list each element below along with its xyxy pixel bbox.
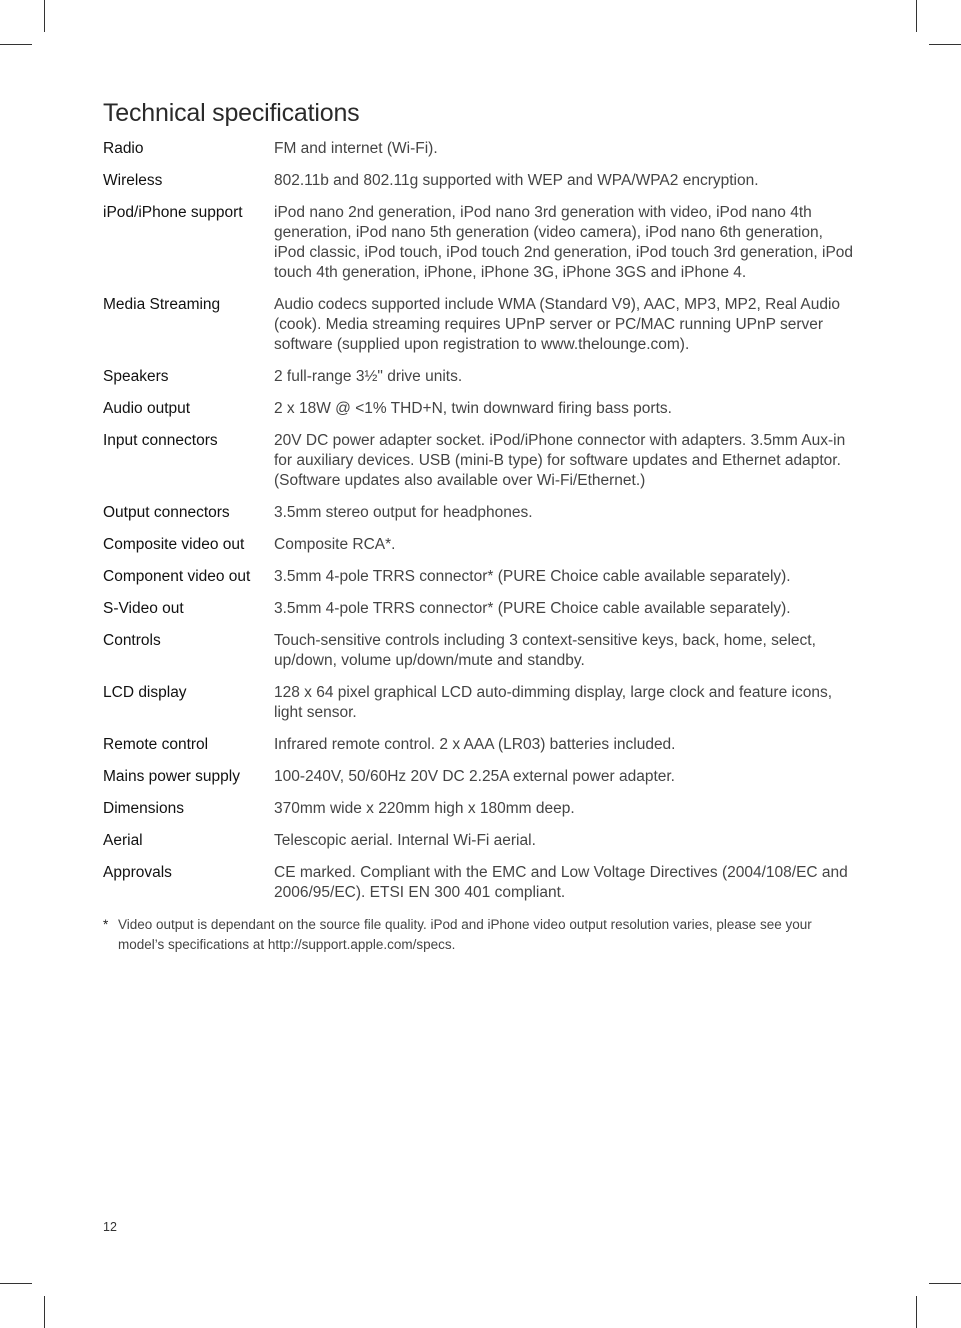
page-number: 12 <box>103 1220 117 1234</box>
spec-label: Audio output <box>103 400 191 417</box>
spec-value: Touch-sensitive controls including 3 context-sensitive keys, back, home, select, up/down, volume up/down/mute and standby. <box>274 632 816 669</box>
spec-value: 802.11b and 802.11g supported with WEP and WPA/WPA2 encryption. <box>274 172 759 189</box>
spec-label: Aerial <box>103 832 143 849</box>
spec-list <box>103 139 855 903</box>
crop-mark-top-left-vertical <box>44 0 45 32</box>
spec-row-ipod-iphone-support <box>103 203 855 283</box>
spec-label: Composite video out <box>103 536 245 553</box>
spec-value: 3.5mm stereo output for headphones. <box>274 504 533 521</box>
spec-label: Remote control <box>103 736 209 753</box>
footnote-mark: * <box>103 917 109 932</box>
spec-row-speakers <box>103 367 855 387</box>
footnote <box>103 915 855 955</box>
spec-label: iPod/iPhone support <box>103 204 243 221</box>
spec-value: iPod nano 2nd generation, iPod nano 3rd generation with video, iPod nano 4th generation, iPod nano 5th generation (video camera), iPod nano 6th generation, iPod classic, iPod touch, iPod touch 2nd generation, iPod touch 3rd generation, iPod touch 4th generation, iPhone, iPhone 3G, iPhone 3GS and iPhone 4. <box>274 204 854 281</box>
spec-row-aerial <box>103 831 855 851</box>
spec-label: Component video out <box>103 568 251 585</box>
spec-row-lcd-display <box>103 683 855 723</box>
spec-value: Infrared remote control. 2 x AAA (LR03) batteries included. <box>274 736 676 753</box>
spec-row-controls <box>103 631 855 671</box>
spec-row-component-video-out <box>103 567 855 587</box>
crop-mark-bottom-right-horizontal <box>929 1283 961 1284</box>
spec-value: FM and internet (Wi-Fi). <box>274 140 438 157</box>
spec-row-radio <box>103 139 855 159</box>
spec-row-composite-video-out <box>103 535 855 555</box>
spec-document <box>103 96 855 955</box>
spec-value: 128 x 64 pixel graphical LCD auto-dimming display, large clock and feature icons, light sensor. <box>274 684 833 721</box>
spec-value: CE marked. Compliant with the EMC and Low Voltage Directives (2004/108/EC and 2006/95/EC). ETSI EN 300 401 compliant. <box>274 864 848 901</box>
spec-row-media-streaming <box>103 295 855 355</box>
spec-label: Radio <box>103 140 144 157</box>
spec-row-dimensions <box>103 799 855 819</box>
crop-mark-top-left-horizontal <box>0 44 32 45</box>
spec-label: Approvals <box>103 864 172 881</box>
spec-value: 3.5mm 4-pole TRRS connector* (PURE Choice cable available separately). <box>274 600 791 617</box>
spec-label: Speakers <box>103 368 169 385</box>
spec-value: 3.5mm 4-pole TRRS connector* (PURE Choice cable available separately). <box>274 568 791 585</box>
spec-value: Composite RCA*. <box>274 536 396 553</box>
crop-mark-bottom-right-vertical <box>916 1296 917 1328</box>
spec-value: 2 x 18W @ <1% THD+N, twin downward firing bass ports. <box>274 400 672 417</box>
spec-label: Media Streaming <box>103 296 221 313</box>
footnote-text: Video output is dependant on the source file quality. iPod and iPhone video output resolution varies, please see your model’s specifications at http://support.apple.com/specs. <box>118 917 812 952</box>
spec-row-remote-control <box>103 735 855 755</box>
crop-mark-top-right-vertical <box>916 0 917 32</box>
spec-label: Input connectors <box>103 432 218 449</box>
spec-row-s-video-out <box>103 599 855 619</box>
spec-label: Controls <box>103 632 161 649</box>
spec-value: 20V DC power adapter socket. iPod/iPhone connector with adapters. 3.5mm Aux-in for auxiliary devices. USB (mini-B type) for software updates and Ethernet adaptor. (Software updates also available over Wi-Fi/Ethernet.) <box>274 432 846 489</box>
crop-mark-bottom-left-vertical <box>44 1296 45 1328</box>
spec-value: 2 full-range 3½" drive units. <box>274 368 463 385</box>
spec-label: Output connectors <box>103 504 230 521</box>
spec-label: S-Video out <box>103 600 184 617</box>
crop-mark-bottom-left-horizontal <box>0 1283 32 1284</box>
spec-row-audio-output <box>103 399 855 419</box>
spec-label: Dimensions <box>103 800 184 817</box>
spec-value: 100-240V, 50/60Hz 20V DC 2.25A external power adapter. <box>274 768 675 785</box>
spec-value: Audio codecs supported include WMA (Standard V9), AAC, MP3, MP2, Real Audio (cook). Media streaming requires UPnP server or PC/MAC running UPnP server software (supplied upon registration to www.thelounge.com). <box>274 296 841 353</box>
spec-row-input-connectors <box>103 431 855 491</box>
spec-label: Mains power supply <box>103 768 240 785</box>
crop-mark-top-right-horizontal <box>929 44 961 45</box>
spec-value: 370mm wide x 220mm high x 180mm deep. <box>274 800 575 817</box>
spec-label: Wireless <box>103 172 163 189</box>
spec-label: LCD display <box>103 684 187 701</box>
spec-row-approvals <box>103 863 855 903</box>
page-title: Technical specifications <box>103 99 360 127</box>
spec-row-wireless <box>103 171 855 191</box>
spec-value: Telescopic aerial. Internal Wi-Fi aerial. <box>274 832 536 849</box>
spec-row-output-connectors <box>103 503 855 523</box>
spec-row-mains-power-supply <box>103 767 855 787</box>
